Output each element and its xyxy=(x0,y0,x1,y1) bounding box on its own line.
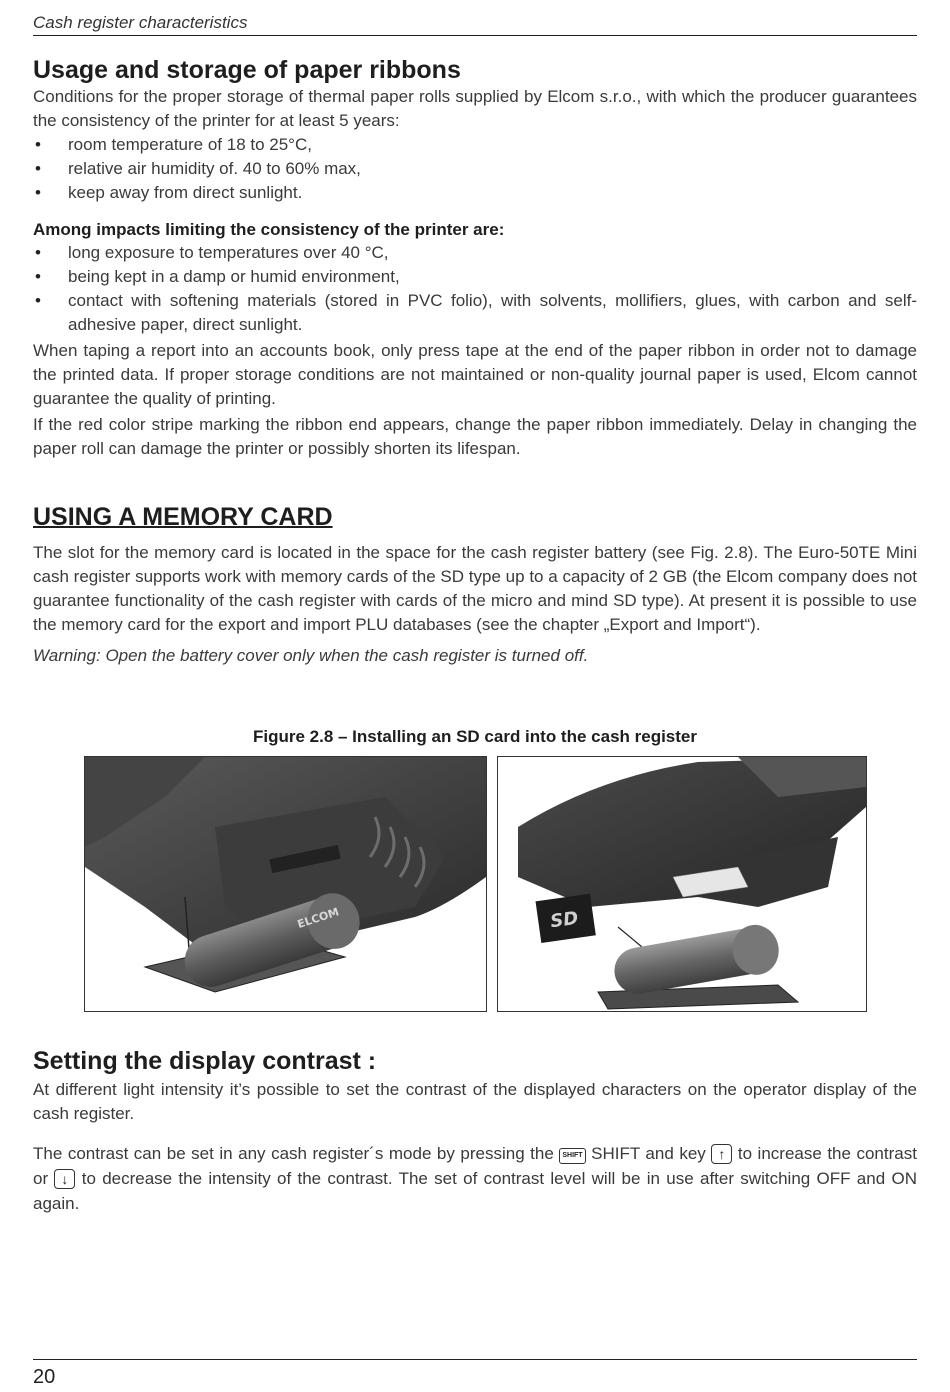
page-number: 20 xyxy=(33,1366,56,1388)
usage-intro-block xyxy=(33,85,917,205)
list-item: • contact with softening materials (stored in PVC folio), with solvents, mollifiers, glues, with carbon and self-adhesive paper, direct sunlight. xyxy=(33,289,917,337)
warning-text: Warning: Open the battery cover only when the cash register is turned off. xyxy=(33,646,589,665)
contrast-text-c: to increase the contrast or xyxy=(33,1144,917,1188)
sd-card-illustration xyxy=(498,757,866,1011)
impacts-title: Among impacts limiting the consistency of the printer are: xyxy=(33,220,505,239)
contrast-paragraph-2 xyxy=(33,1141,917,1216)
arrow-down-key-icon: ↓ xyxy=(54,1169,75,1189)
impacts-list xyxy=(33,241,917,337)
contrast-text-a: The contrast can be set in any cash register´s mode by pressing the xyxy=(33,1144,554,1163)
list-item: • relative air humidity of. 40 to 60% max, xyxy=(33,157,917,181)
list-item: • keep away from direct sunlight. xyxy=(33,181,917,205)
footer-rule xyxy=(33,1359,917,1360)
taping-paragraph: When taping a report into an accounts book, only press tape at the end of the paper ribbon in order not to damage the printed data. If proper storage conditions are not maintained or non-quality journal paper is used, Elcom cannot guarantee the quality of printing. xyxy=(33,341,917,408)
figure-sd-card-insert xyxy=(497,756,867,1012)
section-title-paper-ribbons: Usage and storage of paper ribbons xyxy=(33,56,461,84)
contrast-block xyxy=(33,1078,917,1216)
memory-block xyxy=(33,541,917,668)
shift-key-icon: SHIFT xyxy=(559,1148,585,1164)
ribbon-end-paragraph: If the red color stripe marking the ribbon end appears, change the paper ribbon immediately. Delay in changing the paper roll can damage the printer or possibly shorten its lifespan. xyxy=(33,415,917,458)
figure-battery-removal xyxy=(84,756,487,1012)
contrast-text-b: SHIFT and key xyxy=(591,1144,706,1163)
battery-logo: ELCOM xyxy=(295,905,341,931)
list-item: • being kept in a damp or humid environment, xyxy=(33,265,917,289)
usage-intro: Conditions for the proper storage of thermal paper rolls supplied by Elcom s.r.o., with which the producer guarantees the consistency of the printer for at least 5 years: xyxy=(33,87,917,130)
running-head: Cash register characteristics xyxy=(33,13,248,32)
contrast-paragraph-1: At different light intensity it’s possible to set the contrast of the displayed characters on the operator display of the cash register. xyxy=(33,1080,917,1123)
sd-card-logo: SD xyxy=(549,907,580,933)
list-item: • room temperature of 18 to 25°C, xyxy=(33,133,917,157)
header-rule xyxy=(33,35,917,36)
list-item: • long exposure to temperatures over 40 °C, xyxy=(33,241,917,265)
storage-conditions-list xyxy=(33,133,917,205)
memory-paragraph: The slot for the memory card is located in the space for the cash register battery (see Fig. 2.8). The Euro-50TE Mini cash register supports work with memory cards of the SD type up to a capacity of 2 GB (the Elcom company does not guarantee functionality of the cash register with cards of the micro and mind SD type). At present it is possible to use the memory card for the export and import PLU databases (see the chapter „Export and Import“). xyxy=(33,543,917,634)
section-title-display-contrast: Setting the display contrast : xyxy=(33,1047,377,1075)
figure-caption: Figure 2.8 – Installing an SD card into the cash register xyxy=(252,727,697,746)
section-title-memory-card: USING A MEMORY CARD xyxy=(33,503,333,531)
battery-removal-illustration xyxy=(85,757,486,1011)
arrow-up-key-icon: ↑ xyxy=(711,1144,732,1164)
contrast-text-d: to decrease the intensity of the contrast. The set of contrast level will be in use after switching OFF and ON again. xyxy=(33,1169,917,1213)
impacts-block xyxy=(33,220,917,461)
